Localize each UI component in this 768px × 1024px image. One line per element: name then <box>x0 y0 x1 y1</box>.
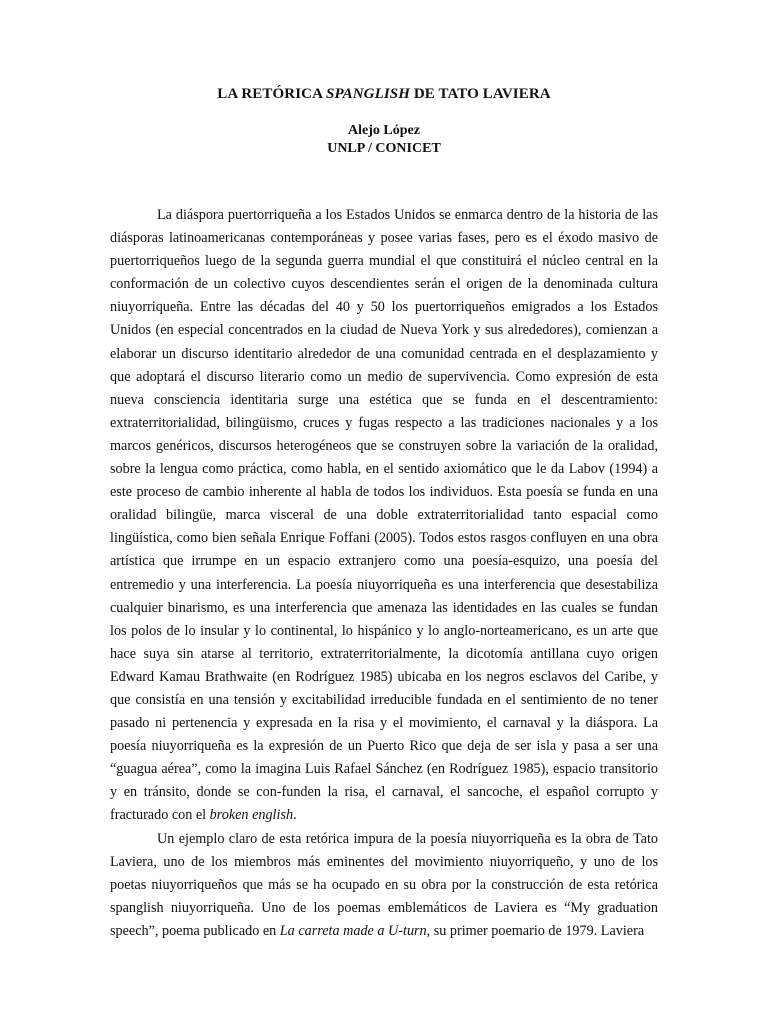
paragraph-1-italic: broken english <box>209 807 294 824</box>
article-body <box>110 204 658 943</box>
title-part-1: LA RETÓRICA <box>217 86 327 102</box>
paragraph-2-italic: La carreta made a U-turn <box>279 922 427 939</box>
paragraph-2 <box>110 828 658 943</box>
paragraph-2-end: , su primer poemario de 1979. Laviera <box>426 922 645 939</box>
article-title <box>110 84 658 104</box>
paragraph-1-text: La diáspora puertorriqueña a los Estados Unidos se enmarca dentro de la historia de las diásporas latinoamericanas contemporáneas y posee varias fases, pero es el éxodo masivo de puertorriqueños luego de la segunda guerra mundial el que constituirá el núcleo central en la conformación de un colectivo cuyos descendientes serán el origen de la denominada cultura niuyorriqueña. Entre las décadas del 40 y 50 los puertorriqueños emigrados a los Estados Unidos (en especial concentrados en la ciudad de Nueva York y sus alrededores), comienzan a elaborar un discurso identitario alrededor de una comunidad centrada en el desplazamiento y que adoptará el discurso literario como un medio de supervivencia. Como expresión de esta nueva consciencia identitaria surge una estética que se funda en el descentramiento: extraterritorialidad, bilingüismo, cruces y fugas respecto a las tradiciones nacionales y a los marcos genéricos, discursos heterogéneos que se construyen sobre la variación de la oralidad, sobre la lengua como práctica, como habla, en el sentido axiomático que le da Labov (1994) a este proceso de cambio inherente al habla de todos los individuos. Esta poesía se funda en una oralidad bilingüe, marca visceral de una doble extraterritorialidad tanto espacial como lingüística, como bien señala Enrique Foffani (2005). Todos estos rasgos confluyen en una obra artística que irrumpe en un espacio extranjero como una poesía-esquizo, una poesía del entremedio y una interferencia. La poesía niuyorriqueña es una interferencia que desestabiliza cualquier binarismo, es una interferencia que amenaza las identidades en las cuales se fundan los polos de lo insular y lo continental, lo hispánico y lo anglo-norteamericano, es un arte que hace suya sin atarse al territorio, extraterritorialmente, la dicotomía antillana cuyo origen Edward Kamau Brathwaite (en Rodríguez 1985) ubicaba en los negros esclavos del Caribe, y que consistía en una tensión y excitabilidad irreducible fundada en el sentimiento de no tener pasado ni pertenencia y expresada en la risa y el movimiento, el carnaval y la diáspora. La poesía niuyorriqueña es la expresión de un Puerto Rico que deja de ser isla y pasa a ser una “guagua aérea”, como la imagina Luis Rafael Sánchez (en Rodríguez 1985), espacio transitorio y en tránsito, donde se con-funden la risa, el carnaval, el sancoche, el español corrupto y fracturado con el <box>110 207 658 824</box>
title-part-2: DE TATO LAVIERA <box>410 86 551 102</box>
title-italic-word: SPANGLISH <box>326 86 411 102</box>
paragraph-1-end: . <box>293 807 297 824</box>
author-name: Alejo López <box>348 123 420 138</box>
author-affiliation: UNLP / CONICET <box>327 141 441 156</box>
paragraph-2-text: Un ejemplo claro de esta retórica impura de la poesía niuyorriqueña es la obra de Tato Laviera, uno de los miembros más eminentes del movimiento niuyorriqueño, y uno de los poetas niuyorriqueños que más se ha ocupado en su obra por la construcción de esta retórica spanglish niuyorriqueña. Uno de los poemas emblemáticos de Laviera es “My graduation speech”, poema publicado en <box>110 830 658 939</box>
author-block <box>110 122 658 158</box>
paragraph-1 <box>110 204 658 828</box>
